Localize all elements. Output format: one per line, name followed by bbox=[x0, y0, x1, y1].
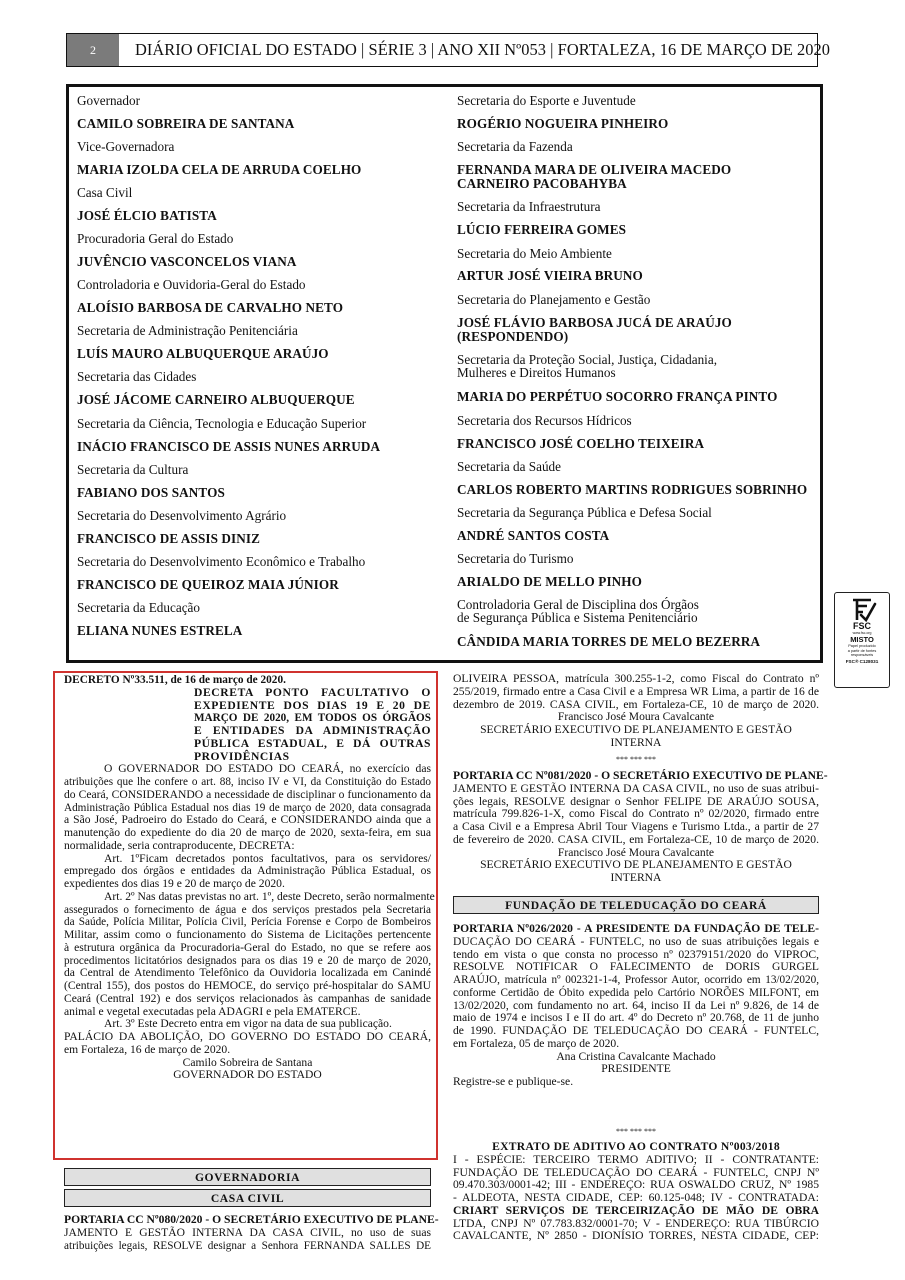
decree-text-line: manutenção do expediente do dia 20 de março de 2020, sexta-feira, em sua bbox=[64, 826, 431, 839]
portaria-text-line: matrícula 799.826-1-X, como Fiscal do Contrato nº 02/2020, firmado entre bbox=[453, 807, 819, 821]
portaria-signatory: Francisco José Moura Cavalcante bbox=[557, 845, 715, 859]
official-title: Secretaria da Proteção Social, Justiça, Cidadania, bbox=[457, 352, 717, 367]
portaria-text-line: ARAÚJO, matrícula nº 002321-1-4, Professor Autor, ocorrido em 13/02/2020, bbox=[453, 974, 819, 986]
official-name: JOSÉ ÉLCIO BATISTA bbox=[77, 208, 217, 223]
official-name: CARLOS ROBERTO MARTINS RODRIGUES SOBRINHO bbox=[457, 482, 808, 497]
extrato-heading: EXTRATO DE ADITIVO AO CONTRATO Nº003/2018 bbox=[492, 1140, 780, 1153]
section-header-casa-civil: CASA CIVIL bbox=[64, 1189, 431, 1207]
section-header-governadoria: GOVERNADORIA bbox=[64, 1168, 431, 1186]
portaria-081 bbox=[453, 769, 828, 885]
official-name: (RESPONDENDO) bbox=[457, 329, 569, 344]
separator bbox=[453, 1126, 819, 1139]
official-name: FRANCISCO DE QUEIROZ MAIA JÚNIOR bbox=[77, 577, 339, 592]
portaria-text-line: dezembro de 2019. CASA CIVIL, em Fortaleza-CE, 10 de março de 2020. bbox=[453, 697, 819, 711]
header-title: DIÁRIO OFICIAL DO ESTADO | SÉRIE 3 | ANO XII Nº053 | FORTALEZA, 16 DE MARÇO DE 2020 bbox=[135, 40, 831, 59]
portaria-text-line: JAMENTO E GESTÃO INTERNA DA CASA CIVIL, no uso de suas bbox=[64, 1225, 431, 1239]
decree-text-line: procedimentos licitatórios designados para os dias 19 e 20 de março de 2020, bbox=[64, 954, 431, 967]
separator-stars: *** *** *** bbox=[616, 755, 656, 764]
decree-summary-line: EXPEDIENTE DOS DIAS 19 E 20 DE bbox=[194, 698, 431, 712]
portaria-signatory-role: INTERNA bbox=[610, 871, 662, 884]
decree-summary-line: MARÇO DE 2020, EM TODOS OS ÓRGÃOS bbox=[194, 712, 431, 725]
fsc-site: www.fsc.org bbox=[852, 631, 872, 635]
section-header-funtelc: FUNDAÇÃO DE TELEDUCAÇÃO DO CEARÁ bbox=[453, 896, 819, 914]
decree-text-line: Administração Pública Estadual nos dias 19 de março de 2020, data consagrada bbox=[64, 801, 431, 814]
portaria-text-line: de 1990. FUNDAÇÃO DE TELEDUCAÇÃO DO CEARÁ - FUNTELC, bbox=[453, 1024, 819, 1037]
fsc-brand: FSC bbox=[853, 621, 871, 631]
decree-text-line: (Central 155), dos postos do HEMOCE, do serviço pré-hospitalar do SAMU bbox=[64, 979, 431, 992]
extrato-text-line: FUNDAÇÃO DE TELEDUCAÇÃO DO CEARÁ - FUNTELC, CNPJ Nº bbox=[453, 1165, 819, 1179]
portaria-text-line: PORTARIA Nº026/2020 - A PRESIDENTE DA FUNDAÇÃO DE TELE- bbox=[453, 922, 819, 935]
separator-stars: *** *** *** bbox=[616, 1127, 656, 1136]
fsc-tree-check-icon bbox=[847, 598, 877, 622]
fsc-claim-line: Papel produzido bbox=[848, 644, 876, 648]
portaria-080 bbox=[64, 1213, 439, 1252]
fsc-certification-logo bbox=[834, 592, 890, 688]
official-name: CARNEIRO PACOBAHYBA bbox=[457, 176, 627, 191]
decree-heading: DECRETO Nº33.511, de 16 de março de 2020. bbox=[64, 674, 286, 686]
official-title: Secretaria da Cultura bbox=[77, 462, 189, 477]
official-name: INÁCIO FRANCISCO DE ASSIS NUNES ARRUDA bbox=[77, 439, 381, 454]
portaria-signatory-role: SECRETÁRIO EXECUTIVO DE PLANEJAMENTO E GESTÃO bbox=[480, 723, 792, 736]
decree-text-line: Art. 2º Nas datas previstas no art. 1º, deste Decreto, serão normalmente bbox=[104, 889, 435, 903]
decree-text-line: atribuições que lhe confere o art. 88, inciso IV e VI, da Constituição do Estado bbox=[64, 776, 431, 788]
official-name: MARIA IZOLDA CELA DE ARRUDA COELHO bbox=[77, 162, 362, 177]
fsc-type: MISTO bbox=[850, 635, 874, 644]
decree-text-line: normalidade, seria contraproducente, DECRETA: bbox=[64, 838, 295, 852]
decree-text-line: em Fortaleza, 16 de março de 2020. bbox=[64, 1042, 231, 1056]
official-title: Secretaria da Fazenda bbox=[457, 139, 573, 154]
official-title: Secretaria das Cidades bbox=[77, 369, 197, 384]
official-title: Secretaria da Saúde bbox=[457, 459, 561, 474]
decree-signatory: Camilo Sobreira de Santana bbox=[182, 1055, 313, 1069]
portaria-text-line: PORTARIA CC Nº081/2020 - O SECRETÁRIO EXECUTIVO DE PLANE- bbox=[453, 769, 828, 782]
official-title: Controladoria Geral de Disciplina dos Órgãos bbox=[457, 597, 699, 612]
official-title: Governador bbox=[77, 93, 140, 108]
extrato-text-line: 09.470.303/0001-42; III - ENDEREÇO: RUA OSWALDO CRUZ, Nº 1985 bbox=[453, 1178, 819, 1192]
decree-text-line: da Saúde, Polícia Militar, Polícia Civil, Perícia Forense e Corpo de Bombeiros bbox=[64, 916, 431, 929]
portaria-text-line: JAMENTO E GESTÃO INTERNA DA CASA CIVIL, no uso de suas atribui- bbox=[453, 781, 819, 795]
portaria-026 bbox=[453, 923, 819, 1089]
official-title: Casa Civil bbox=[77, 185, 133, 200]
portaria-text-line: conforme Certidão de Óbito expedida pelo Cartório NORÕES MILFONT, em bbox=[453, 986, 819, 999]
official-title: de Segurança Pública e Sistema Penitenciário bbox=[457, 610, 698, 625]
decree-text-line: animal e vegetal executadas pela ADAGRI e pela EMATERCE. bbox=[64, 1004, 361, 1018]
official-name: CAMILO SOBREIRA DE SANTANA bbox=[77, 116, 295, 131]
portaria-text-line: maio de 1974 e incisos I e II do art. 4º do Decreto nº 20.768, de 11 de junho bbox=[453, 1011, 819, 1025]
official-title: Secretaria de Administração Penitenciária bbox=[77, 323, 298, 338]
portaria-text-line: PORTARIA CC Nº080/2020 - O SECRETÁRIO EXECUTIVO DE PLANE- bbox=[64, 1213, 439, 1226]
official-title: Vice-Governadora bbox=[77, 139, 175, 154]
decree-text-line: a São José, Padroeiro do Estado do Ceará, e CONSIDERANDO ainda que a bbox=[64, 813, 431, 827]
portaria-080-continued bbox=[453, 673, 819, 750]
official-name: JUVÊNCIO VASCONCELOS VIANA bbox=[77, 254, 297, 269]
decree-summary-line: PROVIDÊNCIAS bbox=[194, 749, 290, 763]
decree-summary-line: PÚBLICA ESTADUAL, E DÁ OUTRAS bbox=[194, 736, 431, 750]
fsc-claim-line: a partir de fontes bbox=[847, 648, 877, 653]
portaria-text-line: Registre-se e publique-se. bbox=[453, 1075, 574, 1088]
decree-text-line: O GOVERNADOR DO ESTADO DO CEARÁ, no exercício das bbox=[104, 762, 431, 776]
official-name: FRANCISCO DE ASSIS DINIZ bbox=[77, 531, 261, 546]
official-name: LÚCIO FERREIRA GOMES bbox=[457, 222, 627, 237]
official-name: FERNANDA MARA DE OLIVEIRA MACEDO bbox=[457, 162, 732, 177]
official-title: Procuradoria Geral do Estado bbox=[77, 231, 234, 246]
official-name: ELIANA NUNES ESTRELA bbox=[77, 623, 243, 638]
decree-text-line: do Ceará, CONSIDERANDO a necessidade de disciplinar o funcionamento da bbox=[64, 787, 431, 801]
official-name: JOSÉ JÁCOME CARNEIRO ALBUQUERQUE bbox=[77, 392, 355, 407]
decree-text-line: à estrutura orgânica da Procuradoria-Geral do Estado, no que se refere aos bbox=[64, 940, 431, 954]
extrato-text-line: CRIART SERVIÇOS DE TERCEIRIZAÇÃO DE MÃO DE OBRA bbox=[453, 1203, 819, 1217]
official-name: MARIA DO PERPÉTUO SOCORRO FRANÇA PINTO bbox=[457, 389, 778, 404]
official-title: Secretaria do Meio Ambiente bbox=[457, 246, 612, 261]
page-header bbox=[66, 33, 831, 67]
portaria-text-line: OLIVEIRA PESSOA, matrícula 300.255-1-2, como Fiscal do Contrato nº bbox=[453, 672, 819, 685]
official-title: Secretaria do Desenvolvimento Agrário bbox=[77, 508, 287, 523]
portaria-signatory-role: PRESIDENTE bbox=[601, 1062, 671, 1076]
official-title: Secretaria do Turismo bbox=[457, 551, 574, 566]
official-title: Secretaria da Ciência, Tecnologia e Educação Superior bbox=[77, 416, 367, 431]
official-name: ROGÉRIO NOGUEIRA PINHEIRO bbox=[457, 116, 669, 131]
official-title: Secretaria do Esporte e Juventude bbox=[457, 93, 636, 108]
fsc-license-code: FSC® C128031 bbox=[845, 658, 879, 664]
official-title: Secretaria da Infraestrutura bbox=[457, 199, 601, 214]
portaria-text-line: a Casa Civil e a Empresa Abril Tour Viagens e Turismo Ltda., a partir de 27 bbox=[453, 820, 819, 833]
portaria-text-line: 13/02/2020, com fundamento no art. 64, inciso II da Lei nº 9.826, de 14 de bbox=[453, 998, 819, 1012]
official-title: Secretaria do Desenvolvimento Econômico e Trabalho bbox=[77, 554, 366, 569]
portaria-text-line: DUCAÇÃO DO CEARÁ - FUNTELC, no uso de suas atribuições legais e bbox=[453, 934, 819, 948]
official-title: Mulheres e Direitos Humanos bbox=[457, 365, 616, 380]
official-name: FRANCISCO JOSÉ COELHO TEIXEIRA bbox=[457, 436, 705, 451]
official-title: Secretaria da Educação bbox=[77, 600, 201, 615]
fsc-claim-line: responsáveis bbox=[850, 653, 874, 658]
decree-signatory-role: GOVERNADOR DO ESTADO bbox=[173, 1068, 322, 1082]
official-name: ARIALDO DE MELLO PINHO bbox=[457, 574, 643, 589]
official-name: ANDRÉ SANTOS COSTA bbox=[457, 528, 610, 543]
decree-text-line: empregado dos órgãos e entidades da Administração Pública Estadual, os bbox=[64, 864, 431, 878]
extrato-text-line: CAVALCANTE, Nº 2850 - DIONÍSIO TORRES, NESTA CIDADE, CEP: bbox=[453, 1229, 819, 1243]
official-name: FABIANO DOS SANTOS bbox=[77, 485, 225, 500]
decree-text-line: da Central de Atendimento Telefônico da Ouvidoria localizada em Canindé bbox=[64, 966, 431, 980]
extrato-text-line: I - ESPÉCIE: TERCEIRO TERMO ADITIVO; II - CONTRATANTE: bbox=[453, 1152, 819, 1166]
decree-summary-line: DECRETA PONTO FACULTATIVO O bbox=[194, 685, 431, 699]
decree-text-line: PALÁCIO DA ABOLIÇÃO, DO GOVERNO DO ESTADO DO CEARÁ, bbox=[64, 1030, 431, 1043]
official-name: ARTUR JOSÉ VIEIRA BRUNO bbox=[457, 268, 643, 283]
portaria-signatory: Francisco José Moura Cavalcante bbox=[557, 710, 715, 724]
decree-summary-line: E ENTIDADES DA ADMINISTRAÇÃO bbox=[194, 724, 431, 737]
officials-box bbox=[66, 84, 823, 663]
portaria-text-line: em Fortaleza, 05 de março de 2020. bbox=[453, 1036, 620, 1050]
extrato-text-line: LTDA, CNPJ Nº 07.783.832/0001-70; V - ENDEREÇO: RUA TIBÚRCIO bbox=[453, 1216, 819, 1230]
decree-text-line: assegurados o fornecimento de água e dos serviços prestados pela Secretaria bbox=[64, 903, 431, 916]
decree-text-line: Ceará (Central 192) e dos serviços relacionados às campanhas de sanidade bbox=[64, 991, 431, 1005]
decree-33511 bbox=[64, 674, 435, 1082]
separator bbox=[453, 754, 819, 767]
decree-text-line: expedientes dos dias 19 e 20 de março de 2020. bbox=[64, 877, 285, 890]
portaria-text-line: ções legais, RESOLVE designar o Senhor FELIPE DE ARAÚJO SOUSA, bbox=[453, 794, 819, 808]
portaria-signatory-role: INTERNA bbox=[610, 735, 662, 749]
official-title: Secretaria da Segurança Pública e Defesa Social bbox=[457, 505, 712, 520]
extrato-aditivo-003-2018 bbox=[453, 1141, 819, 1243]
official-name: ALOÍSIO BARBOSA DE CARVALHO NETO bbox=[77, 300, 344, 315]
portaria-text-line: RESOLVE NOTIFICAR O FALECIMENTO de DORIS GURGEL bbox=[453, 960, 819, 974]
decree-text-line: Militar, assim como o funcionamento do Sistema de Licitações pertencente bbox=[64, 928, 431, 941]
official-name: CÂNDIDA MARIA TORRES DE MELO BEZERRA bbox=[457, 634, 761, 649]
decree-text-line: Art. 1ºFicam decretados pontos facultativos, para os servidores/ bbox=[104, 851, 431, 865]
portaria-signatory: Ana Cristina Cavalcante Machado bbox=[556, 1049, 716, 1063]
portaria-text-line: tendo em vista o que consta no processo nº 02379151/2020 do VIPROC, bbox=[453, 947, 819, 961]
official-title: Secretaria dos Recursos Hídricos bbox=[457, 413, 632, 428]
official-name: LUÍS MAURO ALBUQUERQUE ARAÚJO bbox=[77, 346, 329, 361]
extrato-text-line: - ALDEOTA, NESTA CIDADE, CEP: 60.125-048; IV - CONTRATADA: bbox=[453, 1191, 819, 1204]
portaria-text-line: de fevereiro de 2020. CASA CIVIL, em Fortaleza-CE, 10 de março de 2020. bbox=[453, 832, 819, 846]
portaria-signatory-role: SECRETÁRIO EXECUTIVO DE PLANEJAMENTO E GESTÃO bbox=[480, 858, 792, 872]
decree-text-line: Art. 3º Este Decreto entra em vigor na data de sua publicação. bbox=[104, 1017, 392, 1031]
page-number: 2 bbox=[67, 34, 119, 66]
official-title: Controladoria e Ouvidoria-Geral do Estado bbox=[77, 277, 306, 292]
official-name: JOSÉ FLÁVIO BARBOSA JUCÁ DE ARAÚJO bbox=[457, 315, 732, 330]
portaria-text-line: atribuições legais, RESOLVE designar a Senhora FERNANDA SALLES DE bbox=[64, 1239, 431, 1252]
official-title: Secretaria do Planejamento e Gestão bbox=[457, 292, 651, 307]
portaria-text-line: 255/2019, firmado entre a Casa Civil e a Empresa WR Lima, a partir de 16 de bbox=[453, 684, 819, 698]
